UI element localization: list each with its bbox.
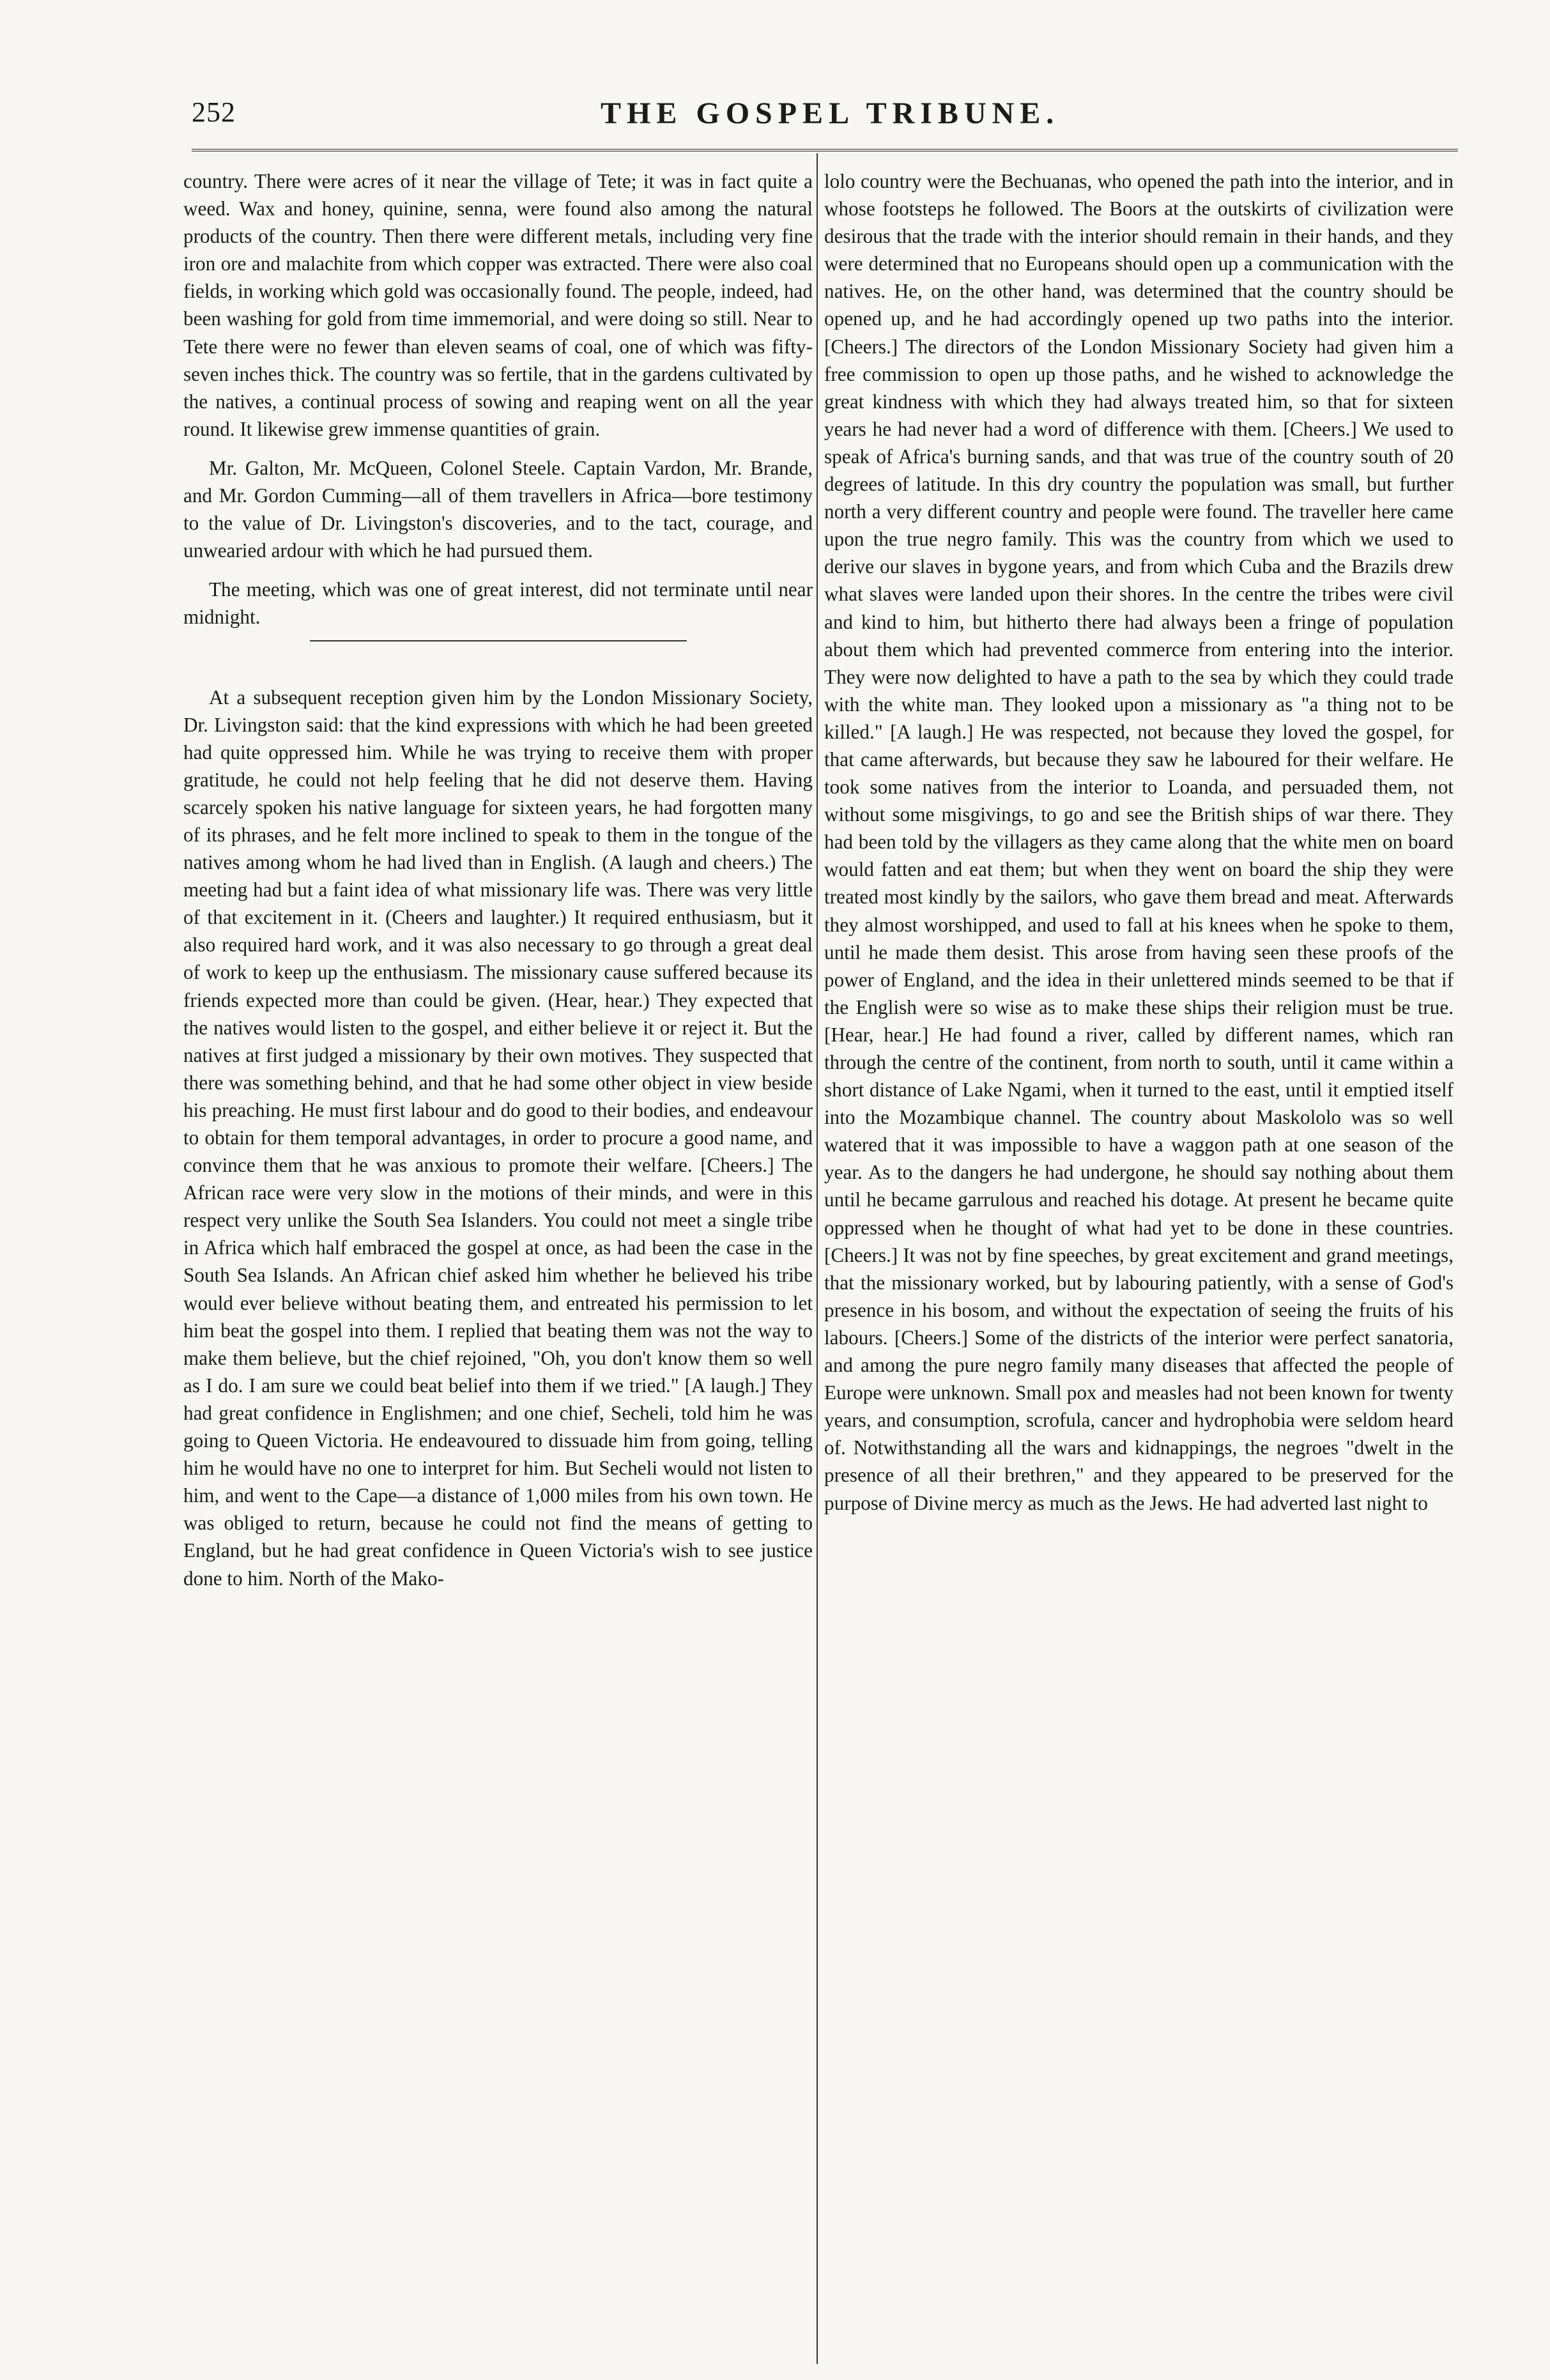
page-header [192,96,1457,141]
paragraph-gap [183,564,813,576]
publication-title: THE GOSPEL TRIBUNE. [601,96,1060,130]
header-rule [192,149,1458,151]
article-paragraph: At a subsequent reception given him by the London Missionary Society, Dr. Livingston said: that the kind expressions with which he had been greeted had quite oppressed him. While he was trying to receive them with proper gratitude, he could not help feeling that he did not deserve them. Having scarcely spoken his native language for sixteen years, he had forgotten many of its phrases, and he felt more inclined to speak to them in the tongue of the natives among whom he had lived than in English. (A laugh and cheers.) The meeting had but a faint idea of what missionary life was. There was very little of that excitement in it. (Cheers and laughter.) It required enthusiasm, but it also required hard work, and it was also necessary to go through a great deal of work to keep up the enthusiasm. The missionary cause suffered because its friends expected more than could be given. (Hear, hear.) They expected that the natives would listen to the gospel, and either believe it or reject it. But the natives at first judged a missionary by their own motives. They suspected that there was something behind, and that he had some other object in view beside his preaching. He must first labour and do good to their bodies, and endeavour to obtain for them temporal advantages, in order to procure a good name, and convince them that he was anxious to promote their welfare. [Cheers.] The African race were very slow in the motions of their minds, and were in this respect very unlike the South Sea Islanders. You could not meet a single tribe in Africa which half embraced the gospel at once, as had been the case in the South Sea Islands. An African chief asked him whether he believed his tribe would ever believe without beating them, and entreated his permission to let him beat the gospel into them. I replied that beating them was not the way to make them believe, but the chief rejoined, "Oh, you don't know them so well as I do. I am sure we could beat belief into them if we tried." [A laugh.] They had great confidence in Englishmen; and one chief, Secheli, told him he was going to Queen Victoria. He endeavoured to dissuade him from going, telling him he would have no one to interpret for him. But Secheli would not listen to him, and went to the Cape—a distance of 1,000 miles from his own town. He was obliged to return, because he could not find the means of getting to England, but he had great confidence in Queen Victoria's wish to see justice done to him. North of the Mako- [183,686,813,1590]
article-paragraph: The meeting, which was one of great interest, did not terminate until near midnight. [183,578,813,629]
article-paragraph: Mr. Galton, Mr. McQueen, Colonel Steele. Captain Vardon, Mr. Brande, and Mr. Gordon Cumming—all of them travellers in Africa—bore testimony to the value of Dr. Livingston's discoveries, and to the tact, courage, and unwearied ardour with which he had pursued them. [183,456,813,562]
article-paragraph: lolo country were the Bechuanas, who opened the path into the interior, and in whose footsteps he followed. The Boors at the outskirts of civilization were desirous that the trade with the interior should remain in their hands, and they were determined that no Europeans should open up a communication with the natives. He, on the other hand, was determined that the country should be opened up, and he had accordingly opened up two paths into the interior. [Cheers.] The directors of the London Missionary Society had given him a free commission to open up those paths, and he wished to acknowledge the great kindness with which they had always treated him, so that for sixteen years he had never had a word of difference with them. [Cheers.] We used to speak of Africa's burning sands, and that was true of the country south of 20 degrees of latitude. In this dry country the population was small, but further north a very different country and people were found. The traveller here came upon the true negro family. This was the country from which we used to derive our slaves in bygone years, and from which Cuba and the Brazils drew what slaves were landed upon their shores. In the centre the tribes were civil and kind to him, but hitherto there had always been a fringe of population about them which had prevented commerce from entering into the interior. They were now delighted to have a path to the sea by which they could trade with the white man. They looked upon a missionary as "a thing not to be killed." [A laugh.] He was respected, not because they loved the gospel, for that came afterwards, but because they saw he laboured for their welfare. He took some natives from the interior to Loanda, and persuaded them, not without some misgivings, to go and see the British ships of war there. They had been told by the villagers as they came along that the white men on board would fatten and eat them; but when they went on board the ship they were treated most kindly by the sailors, who gave them bread and meat. Afterwards they almost worshipped, and used to fall at his knees when he spoke to them, until he made them desist. This arose from having seen these proofs of the power of England, and the idea in their unlettered minds seemed to be that if the English were so wise as to make these ships their religion must be true. [Hear, hear.] He had found a river, called by different names, which ran through the centre of the continent, from north to south, until it came within a short distance of Lake Ngami, when it turned to the east, until it emptied itself into the Mozambique channel. The country about Maskololo was so well watered that it was impossible to have a waggon path at one season of the year. As to the dangers he had undergone, he should say nothing about them until he became garrulous and reached his dotage. At present he became quite oppressed when he thought of what had yet to be done in these countries. [Cheers.] It was not by fine speeches, by great excitement and grand meetings, that the missionary worked, but by labouring patiently, with a sense of God's presence in his bosom, and without the expectation of seeing the fruits of his labours. [Cheers.] Some of the districts of the interior were perfect sanatoria, and among the pure negro family many diseases that affected the people of Europe were unknown. Small pox and measles had not been known for twenty years, and consumption, scrofula, cancer and hydrophobia were seldom heard of. Notwithstanding all the wars and kidnappings, the negroes "dwelt in the presence of all their brethren," and they appeared to be preserved for the purpose of Divine mercy as much as the Jews. He had adverted last night to [824,170,1454,1514]
right-column [824,167,1454,2365]
paragraph-gap [183,443,813,454]
article-paragraph: country. There were acres of it near the village of Tete; it was in fact quite a weed. Wax and honey, quinine, senna, were found also among the natural products of the country. Then there were different metals, including very fine iron ore and malachite from which copper was extracted. There were also coal fields, in working which gold was occasionally found. The people, indeed, had been washing for gold from time immemorial, and were doing so still. Near to Tete there were no fewer than eleven seams of coal, one of which was fifty-seven inches thick. The country was so fertile, that in the gardens cultivated by the natives, a continual process of sowing and reaping went on all the year round. It likewise grew immense quantities of grain. [183,170,813,440]
page-number: 252 [192,96,236,128]
column-divider [817,153,818,2364]
section-divider [310,640,687,641]
left-column [183,167,813,2365]
